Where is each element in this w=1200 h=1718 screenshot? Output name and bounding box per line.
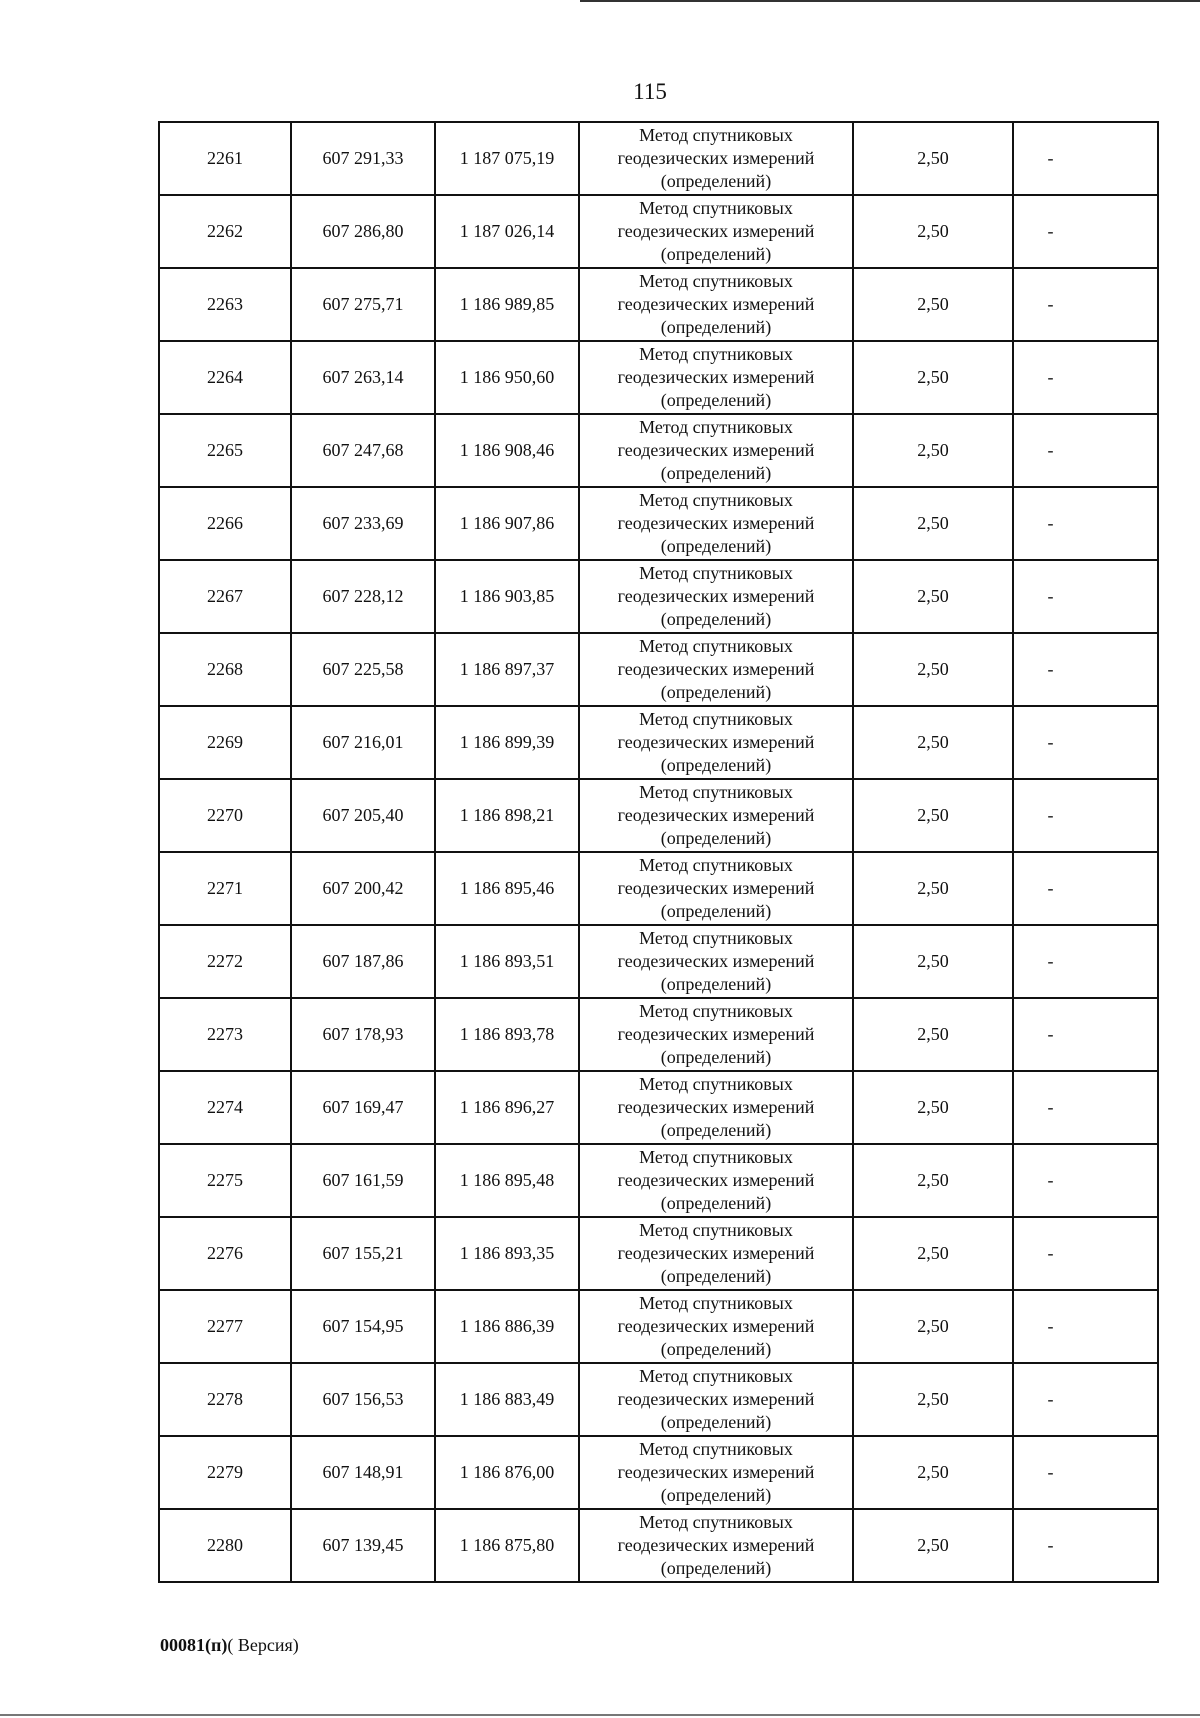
point-number-cell: 2274 xyxy=(159,1071,291,1144)
note-cell: - xyxy=(1013,633,1158,706)
method-cell xyxy=(579,706,853,779)
note-cell: - xyxy=(1013,1436,1158,1509)
precision-cell: 2,50 xyxy=(853,1071,1013,1144)
precision-cell: 2,50 xyxy=(853,1363,1013,1436)
method-text-line: (определений) xyxy=(660,828,772,848)
method-cell xyxy=(579,998,853,1071)
bottom-edge-line xyxy=(0,1714,1200,1716)
precision-cell: 2,50 xyxy=(853,1436,1013,1509)
x-coordinate-cell: 607 169,47 xyxy=(291,1071,435,1144)
table-row xyxy=(159,122,1158,195)
point-number-cell: 2262 xyxy=(159,195,291,268)
method-text-line: геодезических измерений xyxy=(617,1389,815,1409)
method-text-line: (определений) xyxy=(660,1047,772,1067)
note-cell: - xyxy=(1013,487,1158,560)
method-text-line: геодезических измерений xyxy=(617,951,815,971)
method-text-line: (определений) xyxy=(660,317,772,337)
method-cell xyxy=(579,1144,853,1217)
y-coordinate-cell: 1 186 898,21 xyxy=(435,779,579,852)
note-cell: - xyxy=(1013,195,1158,268)
method-text-line: геодезических измерений xyxy=(617,805,815,825)
y-coordinate-cell: 1 186 893,78 xyxy=(435,998,579,1071)
point-number-cell: 2267 xyxy=(159,560,291,633)
note-cell: - xyxy=(1013,122,1158,195)
method-text-line: геодезических измерений xyxy=(617,586,815,606)
method-cell xyxy=(579,852,853,925)
point-number-cell: 2263 xyxy=(159,268,291,341)
method-text-line: геодезических измерений xyxy=(617,440,815,460)
note-cell: - xyxy=(1013,1363,1158,1436)
coordinates-table-body xyxy=(159,122,1158,1582)
method-text-line: Метод спутниковых xyxy=(639,855,793,875)
note-cell: - xyxy=(1013,925,1158,998)
method-text-line: Метод спутниковых xyxy=(639,271,793,291)
method-cell xyxy=(579,122,853,195)
point-number-cell: 2264 xyxy=(159,341,291,414)
y-coordinate-cell: 1 186 895,46 xyxy=(435,852,579,925)
y-coordinate-cell: 1 186 886,39 xyxy=(435,1290,579,1363)
point-number-cell: 2273 xyxy=(159,998,291,1071)
method-text-line: Метод спутниковых xyxy=(639,709,793,729)
method-text-line: геодезических измерений xyxy=(617,294,815,314)
table-row xyxy=(159,195,1158,268)
table-row xyxy=(159,560,1158,633)
method-cell xyxy=(579,414,853,487)
table-row xyxy=(159,487,1158,560)
x-coordinate-cell: 607 205,40 xyxy=(291,779,435,852)
page-number: 115 xyxy=(633,79,667,104)
note-cell: - xyxy=(1013,1144,1158,1217)
y-coordinate-cell: 1 186 908,46 xyxy=(435,414,579,487)
point-number-cell: 2271 xyxy=(159,852,291,925)
table-row xyxy=(159,341,1158,414)
x-coordinate-cell: 607 291,33 xyxy=(291,122,435,195)
y-coordinate-cell: 1 186 895,48 xyxy=(435,1144,579,1217)
point-number-cell: 2275 xyxy=(159,1144,291,1217)
precision-cell: 2,50 xyxy=(853,195,1013,268)
precision-cell: 2,50 xyxy=(853,633,1013,706)
x-coordinate-cell: 607 247,68 xyxy=(291,414,435,487)
method-cell xyxy=(579,268,853,341)
table-row xyxy=(159,633,1158,706)
point-number-cell: 2265 xyxy=(159,414,291,487)
method-text-line: Метод спутниковых xyxy=(639,125,793,145)
method-text-line: Метод спутниковых xyxy=(639,344,793,364)
x-coordinate-cell: 607 154,95 xyxy=(291,1290,435,1363)
precision-cell: 2,50 xyxy=(853,487,1013,560)
method-text-line: геодезических измерений xyxy=(617,1535,815,1555)
method-text-line: Метод спутниковых xyxy=(639,563,793,583)
table-row xyxy=(159,779,1158,852)
precision-cell: 2,50 xyxy=(853,268,1013,341)
method-cell xyxy=(579,633,853,706)
point-number-cell: 2261 xyxy=(159,122,291,195)
y-coordinate-cell: 1 186 989,85 xyxy=(435,268,579,341)
document-code: 00081(п) xyxy=(160,1635,228,1655)
y-coordinate-cell: 1 186 896,27 xyxy=(435,1071,579,1144)
point-number-cell: 2278 xyxy=(159,1363,291,1436)
method-text-line: (определений) xyxy=(660,901,772,921)
method-text-line: Метод спутниковых xyxy=(639,1293,793,1313)
method-text-line: Метод спутниковых xyxy=(639,1439,793,1459)
y-coordinate-cell: 1 186 903,85 xyxy=(435,560,579,633)
x-coordinate-cell: 607 187,86 xyxy=(291,925,435,998)
method-text-line: геодезических измерений xyxy=(617,878,815,898)
y-coordinate-cell: 1 186 876,00 xyxy=(435,1436,579,1509)
note-cell: - xyxy=(1013,414,1158,487)
table-row xyxy=(159,414,1158,487)
table-row xyxy=(159,1217,1158,1290)
x-coordinate-cell: 607 228,12 xyxy=(291,560,435,633)
y-coordinate-cell: 1 186 950,60 xyxy=(435,341,579,414)
method-text-line: (определений) xyxy=(660,536,772,556)
method-text-line: геодезических измерений xyxy=(617,367,815,387)
method-cell xyxy=(579,1290,853,1363)
precision-cell: 2,50 xyxy=(853,122,1013,195)
method-text-line: (определений) xyxy=(660,244,772,264)
method-cell xyxy=(579,195,853,268)
x-coordinate-cell: 607 178,93 xyxy=(291,998,435,1071)
precision-cell: 2,50 xyxy=(853,1217,1013,1290)
method-text-line: геодезических измерений xyxy=(617,732,815,752)
precision-cell: 2,50 xyxy=(853,341,1013,414)
y-coordinate-cell: 1 187 075,19 xyxy=(435,122,579,195)
method-text-line: геодезических измерений xyxy=(617,1170,815,1190)
method-text-line: (определений) xyxy=(660,171,772,191)
method-text-line: Метод спутниковых xyxy=(639,1001,793,1021)
point-number-cell: 2279 xyxy=(159,1436,291,1509)
y-coordinate-cell: 1 186 899,39 xyxy=(435,706,579,779)
method-text-line: геодезических измерений xyxy=(617,1316,815,1336)
x-coordinate-cell: 607 156,53 xyxy=(291,1363,435,1436)
method-text-line: Метод спутниковых xyxy=(639,1074,793,1094)
x-coordinate-cell: 607 200,42 xyxy=(291,852,435,925)
note-cell: - xyxy=(1013,560,1158,633)
y-coordinate-cell: 1 186 875,80 xyxy=(435,1509,579,1582)
table-row xyxy=(159,1144,1158,1217)
point-number-cell: 2266 xyxy=(159,487,291,560)
method-text-line: Метод спутниковых xyxy=(639,782,793,802)
table-row xyxy=(159,706,1158,779)
method-text-line: (определений) xyxy=(660,1266,772,1286)
table-row xyxy=(159,925,1158,998)
top-edge-line xyxy=(580,0,1200,2)
table-row xyxy=(159,852,1158,925)
method-text-line: геодезических измерений xyxy=(617,1024,815,1044)
method-text-line: (определений) xyxy=(660,609,772,629)
method-text-line: (определений) xyxy=(660,1412,772,1432)
y-coordinate-cell: 1 186 897,37 xyxy=(435,633,579,706)
method-text-line: (определений) xyxy=(660,463,772,483)
note-cell: - xyxy=(1013,1509,1158,1582)
x-coordinate-cell: 607 148,91 xyxy=(291,1436,435,1509)
method-text-line: геодезических измерений xyxy=(617,1097,815,1117)
point-number-cell: 2276 xyxy=(159,1217,291,1290)
point-number-cell: 2268 xyxy=(159,633,291,706)
table-row xyxy=(159,268,1158,341)
method-text-line: Метод спутниковых xyxy=(639,417,793,437)
method-text-line: геодезических измерений xyxy=(617,1243,815,1263)
method-text-line: (определений) xyxy=(660,1485,772,1505)
method-text-line: геодезических измерений xyxy=(617,148,815,168)
method-text-line: (определений) xyxy=(660,1339,772,1359)
table-row xyxy=(159,1509,1158,1582)
note-cell: - xyxy=(1013,779,1158,852)
y-coordinate-cell: 1 186 893,51 xyxy=(435,925,579,998)
method-cell xyxy=(579,1217,853,1290)
precision-cell: 2,50 xyxy=(853,998,1013,1071)
x-coordinate-cell: 607 216,01 xyxy=(291,706,435,779)
note-cell: - xyxy=(1013,998,1158,1071)
y-coordinate-cell: 1 186 893,35 xyxy=(435,1217,579,1290)
method-text-line: Метод спутниковых xyxy=(639,1147,793,1167)
y-coordinate-cell: 1 187 026,14 xyxy=(435,195,579,268)
method-text-line: Метод спутниковых xyxy=(639,198,793,218)
note-cell: - xyxy=(1013,706,1158,779)
precision-cell: 2,50 xyxy=(853,414,1013,487)
table-row xyxy=(159,1290,1158,1363)
precision-cell: 2,50 xyxy=(853,560,1013,633)
precision-cell: 2,50 xyxy=(853,1509,1013,1582)
x-coordinate-cell: 607 161,59 xyxy=(291,1144,435,1217)
method-text-line: геодезических измерений xyxy=(617,221,815,241)
method-text-line: геодезических измерений xyxy=(617,659,815,679)
precision-cell: 2,50 xyxy=(853,852,1013,925)
method-text-line: (определений) xyxy=(660,755,772,775)
document-version: ( Версия) xyxy=(227,1635,299,1655)
y-coordinate-cell: 1 186 883,49 xyxy=(435,1363,579,1436)
x-coordinate-cell: 607 139,45 xyxy=(291,1509,435,1582)
note-cell: - xyxy=(1013,1290,1158,1363)
note-cell: - xyxy=(1013,1217,1158,1290)
method-cell xyxy=(579,1436,853,1509)
method-text-line: геодезических измерений xyxy=(617,513,815,533)
point-number-cell: 2272 xyxy=(159,925,291,998)
method-text-line: (определений) xyxy=(660,1193,772,1213)
method-cell xyxy=(579,560,853,633)
note-cell: - xyxy=(1013,1071,1158,1144)
precision-cell: 2,50 xyxy=(853,1144,1013,1217)
method-text-line: (определений) xyxy=(660,682,772,702)
x-coordinate-cell: 607 225,58 xyxy=(291,633,435,706)
table-row xyxy=(159,1363,1158,1436)
method-text-line: Метод спутниковых xyxy=(639,1220,793,1240)
table-row xyxy=(159,1071,1158,1144)
coordinates-table xyxy=(158,121,1159,1583)
method-cell xyxy=(579,487,853,560)
method-cell xyxy=(579,1363,853,1436)
method-text-line: Метод спутниковых xyxy=(639,1512,793,1532)
precision-cell: 2,50 xyxy=(853,1290,1013,1363)
precision-cell: 2,50 xyxy=(853,706,1013,779)
method-text-line: Метод спутниковых xyxy=(639,1366,793,1386)
method-cell xyxy=(579,1071,853,1144)
method-cell xyxy=(579,925,853,998)
method-cell xyxy=(579,1509,853,1582)
method-text-line: (определений) xyxy=(660,390,772,410)
y-coordinate-cell: 1 186 907,86 xyxy=(435,487,579,560)
precision-cell: 2,50 xyxy=(853,779,1013,852)
note-cell: - xyxy=(1013,341,1158,414)
point-number-cell: 2277 xyxy=(159,1290,291,1363)
x-coordinate-cell: 607 233,69 xyxy=(291,487,435,560)
method-text-line: геодезических измерений xyxy=(617,1462,815,1482)
method-text-line: (определений) xyxy=(660,1558,772,1578)
method-cell xyxy=(579,779,853,852)
x-coordinate-cell: 607 263,14 xyxy=(291,341,435,414)
precision-cell: 2,50 xyxy=(853,925,1013,998)
point-number-cell: 2269 xyxy=(159,706,291,779)
note-cell: - xyxy=(1013,852,1158,925)
note-cell: - xyxy=(1013,268,1158,341)
document-footer xyxy=(160,1634,299,1656)
method-text-line: Метод спутниковых xyxy=(639,490,793,510)
table-row xyxy=(159,998,1158,1071)
method-text-line: (определений) xyxy=(660,1120,772,1140)
point-number-cell: 2270 xyxy=(159,779,291,852)
coordinates-table-wrapper xyxy=(158,121,1157,1583)
method-text-line: (определений) xyxy=(660,974,772,994)
point-number-cell: 2280 xyxy=(159,1509,291,1582)
x-coordinate-cell: 607 275,71 xyxy=(291,268,435,341)
x-coordinate-cell: 607 155,21 xyxy=(291,1217,435,1290)
table-row xyxy=(159,1436,1158,1509)
method-text-line: Метод спутниковых xyxy=(639,636,793,656)
x-coordinate-cell: 607 286,80 xyxy=(291,195,435,268)
method-cell xyxy=(579,341,853,414)
method-text-line: Метод спутниковых xyxy=(639,928,793,948)
